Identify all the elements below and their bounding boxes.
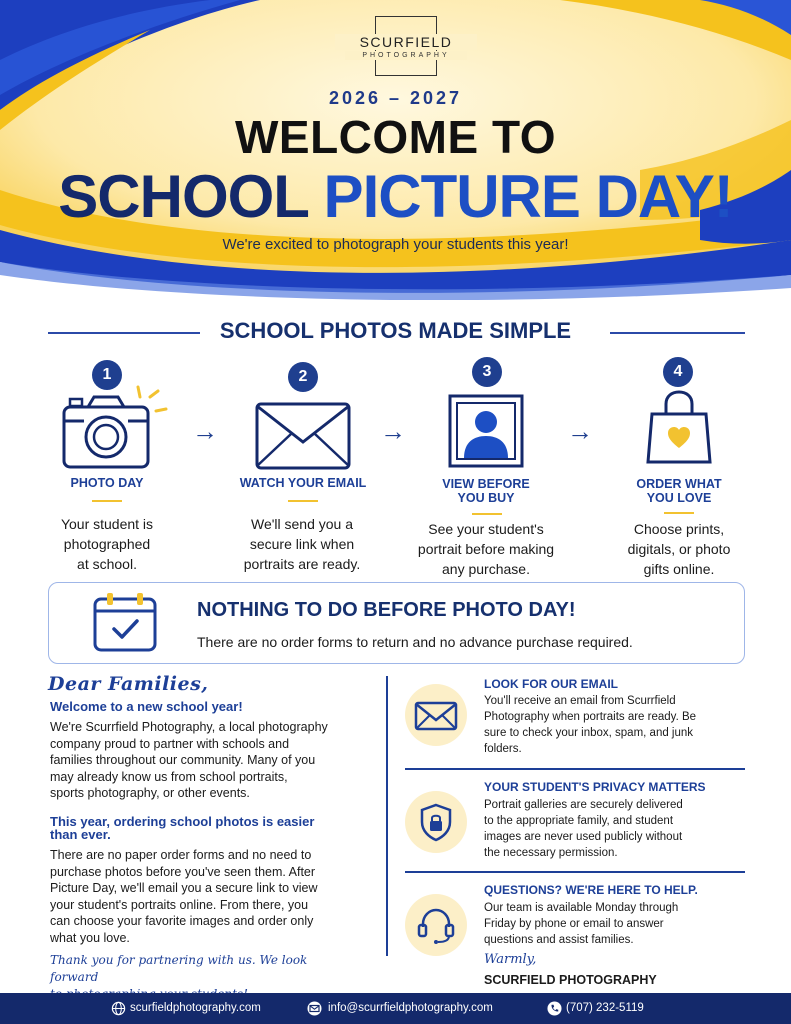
letter-line: can choose your favorite images and order only bbox=[50, 914, 314, 928]
step-title-3-line: YOU BUY bbox=[457, 491, 515, 505]
column-divider bbox=[386, 676, 388, 956]
info-text-line: questions and assist families. bbox=[484, 934, 634, 946]
letter-line: purchase photos before you've seen them. After bbox=[50, 864, 316, 879]
step-number-1: 1 bbox=[92, 360, 122, 390]
tagline: We're excited to photograph your students this year! bbox=[222, 236, 569, 253]
letter-heading-1: Welcome to a new school year! bbox=[50, 699, 243, 714]
step-dash-4 bbox=[664, 512, 694, 514]
headset-icon bbox=[405, 894, 467, 956]
step-desc-2-line: secure link when bbox=[249, 536, 355, 552]
logo-name: SCURFIELD bbox=[335, 34, 477, 50]
signoff-warmly: Warmly, bbox=[484, 952, 537, 967]
step-title-4-line: YOU LOVE bbox=[646, 491, 712, 505]
step-desc-2-line: We'll send you a bbox=[250, 516, 354, 532]
step-desc-2-line: portraits are ready. bbox=[243, 556, 361, 572]
step-dash-2 bbox=[288, 500, 318, 502]
camera-icon bbox=[60, 385, 180, 475]
letter-thanks-line: Thank you for partnering with us. We look forward bbox=[50, 953, 308, 984]
main-title-part2: PICTURE DAY! bbox=[323, 163, 733, 230]
info-text-1 bbox=[484, 693, 724, 757]
letter-greeting: Dear Families, bbox=[48, 673, 209, 695]
info-text-line: Friday by phone or email to answer bbox=[484, 918, 664, 930]
letter-line: may already know us from school portraits, bbox=[50, 769, 288, 784]
phone-icon bbox=[547, 1001, 562, 1016]
letter-line: your student's portraits online. From there, you bbox=[50, 897, 309, 912]
step-desc-1-line: at school. bbox=[77, 556, 137, 572]
arrow-right-icon: → bbox=[192, 416, 218, 446]
step-desc-1 bbox=[27, 514, 187, 574]
letter-line: There are no paper order forms and no need to bbox=[50, 848, 312, 862]
info-icon-circle-1 bbox=[405, 684, 467, 746]
header-banner bbox=[0, 0, 791, 300]
step-desc-3-line: portrait before making bbox=[417, 541, 555, 557]
info-text-line: folders. bbox=[484, 743, 522, 755]
step-title-4 bbox=[619, 477, 739, 505]
step-desc-3 bbox=[401, 519, 571, 579]
email-icon bbox=[306, 1001, 323, 1016]
step-desc-1-line: photographed bbox=[63, 536, 151, 552]
letter-heading-2-line: This year, ordering school photos is easier bbox=[50, 814, 315, 829]
step-title-3-line: VIEW BEFORE bbox=[442, 477, 530, 491]
letter-paragraph-1 bbox=[50, 719, 350, 802]
step-desc-4 bbox=[599, 519, 759, 579]
step-desc-1-line: Your student is bbox=[60, 516, 154, 532]
arrow-right-icon: → bbox=[567, 416, 593, 446]
info-text-line: to the appropriate family, and student bbox=[484, 815, 674, 827]
info-text-line: images are never used publicly without bbox=[484, 831, 683, 843]
footer-website-link[interactable]: scurfieldphotography.com bbox=[130, 1002, 261, 1014]
info-text-line: Photography when portraits are ready. Be bbox=[484, 711, 697, 723]
letter-line: what you love. bbox=[50, 930, 130, 945]
letter-paragraph-2 bbox=[50, 847, 350, 946]
info-divider bbox=[405, 768, 745, 770]
main-title bbox=[0, 162, 791, 231]
step-title-3 bbox=[426, 477, 546, 505]
callout-title: NOTHING TO DO BEFORE PHOTO DAY! bbox=[197, 599, 576, 621]
info-text-2 bbox=[484, 797, 724, 861]
envelope-icon bbox=[405, 684, 467, 746]
step-number-2: 2 bbox=[288, 362, 318, 392]
step-desc-4-line: digitals, or photo bbox=[627, 541, 731, 557]
logo-subtitle: PHOTOGRAPHY bbox=[345, 51, 467, 60]
callout-text: There are no order forms to return and no advance purchase required. bbox=[197, 634, 633, 650]
info-text-line: You'll receive an email from Scurrfield bbox=[484, 695, 676, 707]
step-desc-3-line: See your student's bbox=[428, 521, 544, 537]
shopping-bag-icon bbox=[644, 390, 714, 466]
main-title-part1: SCHOOL bbox=[58, 163, 308, 230]
info-text-line: Our team is available Monday through bbox=[484, 902, 679, 914]
info-title-1: LOOK FOR OUR EMAIL bbox=[484, 677, 618, 691]
info-title-3: QUESTIONS? WE'RE HERE TO HELP. bbox=[484, 883, 698, 897]
step-dash-3 bbox=[472, 513, 502, 515]
shield-lock-icon bbox=[405, 791, 467, 853]
step-dash-1 bbox=[92, 500, 122, 502]
letter-line: We're Scurrfield Photography, a local photography bbox=[50, 720, 328, 734]
section-title: SCHOOL PHOTOS MADE SIMPLE bbox=[219, 318, 572, 343]
info-text-line: Portrait galleries are securely delivered bbox=[484, 799, 683, 811]
letter-line: families throughout our community. Many of you bbox=[50, 753, 316, 767]
footer-phone-link[interactable]: (707) 232-5119 bbox=[566, 1002, 644, 1014]
info-icon-circle-3 bbox=[405, 894, 467, 956]
info-text-line: the necessary permission. bbox=[484, 847, 618, 859]
school-year: 2026 – 2027 bbox=[328, 88, 463, 108]
step-number-3: 3 bbox=[472, 357, 502, 387]
signoff-signature: SCURFIELD PHOTOGRAPHY bbox=[484, 973, 657, 987]
welcome-heading: WELCOME TO bbox=[234, 111, 557, 163]
arrow-right-icon: → bbox=[380, 416, 406, 446]
letter-heading-2 bbox=[50, 815, 350, 841]
step-desc-3-line: any purchase. bbox=[442, 561, 530, 577]
info-text-line: sure to check your inbox, spam, and junk bbox=[484, 727, 694, 739]
letter-line: company proud to partner with schools and bbox=[50, 736, 290, 751]
step-title-2: WATCH YOUR EMAIL bbox=[239, 476, 367, 490]
step-title-1: PHOTO DAY bbox=[70, 476, 144, 490]
letter-line: sports photography, or other events. bbox=[50, 786, 250, 800]
step-desc-2 bbox=[222, 514, 382, 574]
step-number-4: 4 bbox=[663, 357, 693, 387]
calendar-check-icon bbox=[92, 591, 158, 653]
step-title-4-line: ORDER WHAT bbox=[636, 477, 722, 491]
footer-email-link[interactable]: info@scurrfieldphotography.com bbox=[328, 1002, 493, 1014]
info-divider bbox=[405, 871, 745, 873]
info-icon-circle-2 bbox=[405, 791, 467, 853]
step-desc-4-line: Choose prints, bbox=[633, 521, 725, 537]
info-title-2: YOUR STUDENT'S PRIVACY MATTERS bbox=[484, 780, 706, 794]
step-desc-4-line: gifts online. bbox=[643, 561, 715, 577]
globe-icon bbox=[111, 1001, 126, 1016]
envelope-icon bbox=[255, 402, 351, 470]
info-text-3 bbox=[484, 900, 724, 948]
portrait-icon bbox=[448, 394, 524, 468]
section-divider-right bbox=[610, 332, 745, 334]
letter-heading-2-line: than ever. bbox=[50, 827, 111, 842]
letter-line: Picture Day, we'll email you a secure link to view bbox=[50, 881, 318, 895]
